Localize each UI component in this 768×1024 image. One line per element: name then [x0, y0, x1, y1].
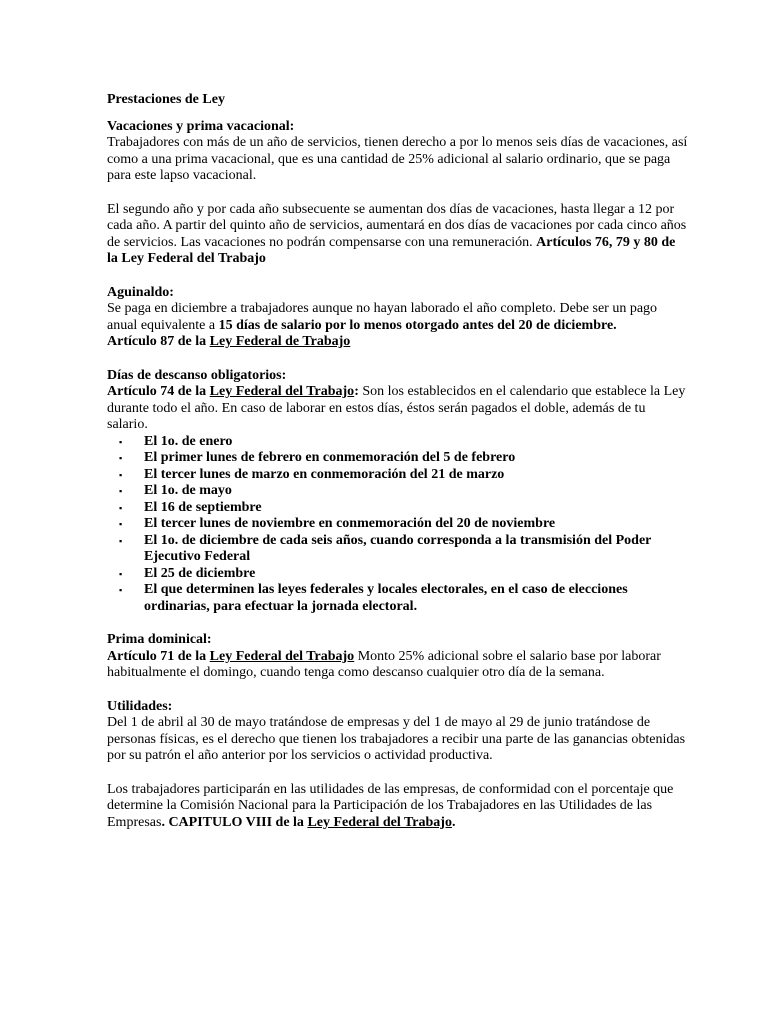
prima-text: Monto 25% adicional sobre el salario base por laborar habitualmente el domingo, cuando tenga como descanso cualquier otro día de la semana.	[107, 648, 661, 680]
holiday-item-text: El 1o. de diciembre de cada seis años, cuando corresponda a la transmisión del Poder Ejecutivo Federal	[144, 532, 652, 564]
holiday-item-text: El que determinen las leyes federales y locales electorales, en el caso de elecciones ordinarias, para efectuar la jornada electoral.	[144, 582, 628, 614]
vacaciones-heading: Vacaciones y prima vacacional:	[107, 118, 295, 134]
section-utilidades	[107, 699, 688, 832]
holiday-item	[107, 434, 688, 451]
holiday-item-text: El tercer lunes de marzo en conmemoración del 21 de marzo	[144, 466, 505, 482]
holiday-item	[107, 516, 688, 533]
bullet-icon: ▪	[119, 486, 123, 496]
bullet-icon: ▪	[119, 568, 123, 579]
vacaciones-paragraph-1: Trabajadores con más de un año de servicios, tienen derecho a por lo menos seis días de vacaciones, así como a una prima vacacional, que es una cantidad de 25% adicional al salario ordinario, que se paga para este lapso vacacional.	[107, 135, 688, 183]
descanso-text: Son los establecidos en el calendario que establece la Ley durante todo el año. En caso de laborar en estos días, éstos serán pagados el doble, además de tu salario.	[107, 384, 686, 432]
prima-article-prefix: Artículo 71 de la	[107, 648, 210, 664]
holiday-item	[107, 582, 688, 615]
holiday-item	[107, 566, 688, 583]
utilidades-period: .	[451, 814, 456, 830]
holiday-item-text: El primer lunes de febrero en conmemoración del 5 de febrero	[144, 450, 516, 465]
bullet-icon: ▪	[119, 519, 123, 529]
aguinaldo-paragraph	[107, 301, 688, 351]
holiday-item	[107, 533, 688, 566]
descanso-colon: :	[354, 384, 359, 399]
vacaciones-articles: Artículos 76, 79 y 80 de la Ley Federal del Trabajo	[107, 234, 676, 266]
section-prima	[107, 632, 688, 682]
prima-paragraph	[107, 649, 688, 682]
descanso-heading: Días de descanso obligatorios:	[107, 367, 287, 383]
section-aguinaldo	[107, 285, 688, 351]
utilidades-paragraph-2-text: Los trabajadores participarán en las utilidades de las empresas, de conformidad con el porcentaje que determine la Comisión Nacional para la Participación de los Trabajadores en las Utilidades de las Empresas	[107, 781, 674, 830]
bullet-icon: ▪	[119, 469, 123, 480]
holiday-item-text: El 25 de diciembre	[144, 565, 256, 581]
aguinaldo-bold: 15 días de salario por lo menos otorgado antes del 20 de diciembre.	[218, 317, 617, 333]
utilidades-capitulo: . CAPITULO VIII de la	[161, 814, 308, 830]
utilidades-heading: Utilidades:	[107, 698, 173, 714]
document-title: Prestaciones de Ley	[107, 92, 225, 107]
holiday-item-text: El 1o. de enero	[144, 433, 233, 449]
ley-federal-link[interactable]: Ley Federal del Trabajo	[307, 814, 452, 830]
bullet-icon: ▪	[119, 453, 123, 463]
section-vacaciones	[107, 119, 688, 268]
holiday-item	[107, 467, 688, 484]
ley-federal-link[interactable]: Ley Federal del Trabajo	[209, 648, 355, 664]
bullet-icon: ▪	[119, 585, 123, 595]
vacaciones-paragraph-2	[107, 202, 688, 268]
prima-heading: Prima dominical:	[107, 632, 212, 647]
holiday-item-text: El tercer lunes de noviembre en conmemoración del 20 de noviembre	[144, 516, 556, 531]
holiday-item-text: El 1o. de mayo	[144, 483, 232, 498]
descanso-article-prefix: Artículo 74 de la	[107, 384, 210, 399]
descanso-paragraph	[107, 384, 688, 434]
holiday-item	[107, 450, 688, 467]
holiday-item	[107, 500, 688, 517]
aguinaldo-heading: Aguinaldo:	[107, 284, 174, 300]
bullet-icon: ▪	[119, 436, 123, 447]
holiday-list	[107, 434, 688, 616]
vacaciones-paragraph-2-text: El segundo año y por cada año subsecuente se aumentan dos días de vacaciones, hasta llegar a 12 por cada año. A partir del quinto año de servicios, aumentará en dos días de vacaciones por cada cinco años de servicios. Las vacaciones no podrán compensarse con una remuneración.	[107, 201, 687, 250]
ley-federal-link[interactable]: Ley Federal del Trabajo	[209, 384, 355, 399]
bullet-icon: ▪	[119, 502, 123, 513]
holiday-item-text: El 16 de septiembre	[144, 499, 262, 515]
holiday-item	[107, 483, 688, 500]
utilidades-paragraph-1: Del 1 de abril al 30 de mayo tratándose de empresas y del 1 de mayo al 29 de junio tratándose de personas físicas, es el derecho que tienen los trabajadores a recibir una parte de las ganancias obtenidas por su patrón el año anterior por los servicios o actividad productiva.	[107, 715, 686, 763]
aguinaldo-article-prefix: Artículo 87 de la	[107, 334, 210, 349]
ley-federal-link[interactable]: Ley Federal de Trabajo	[209, 334, 351, 349]
aguinaldo-text: Se paga en diciembre a trabajadores aunque no hayan laborado el año completo. Debe ser un pago anual equivalente a	[107, 301, 658, 333]
utilidades-paragraph-2	[107, 782, 688, 832]
section-descanso	[107, 368, 688, 616]
bullet-icon: ▪	[119, 535, 123, 546]
